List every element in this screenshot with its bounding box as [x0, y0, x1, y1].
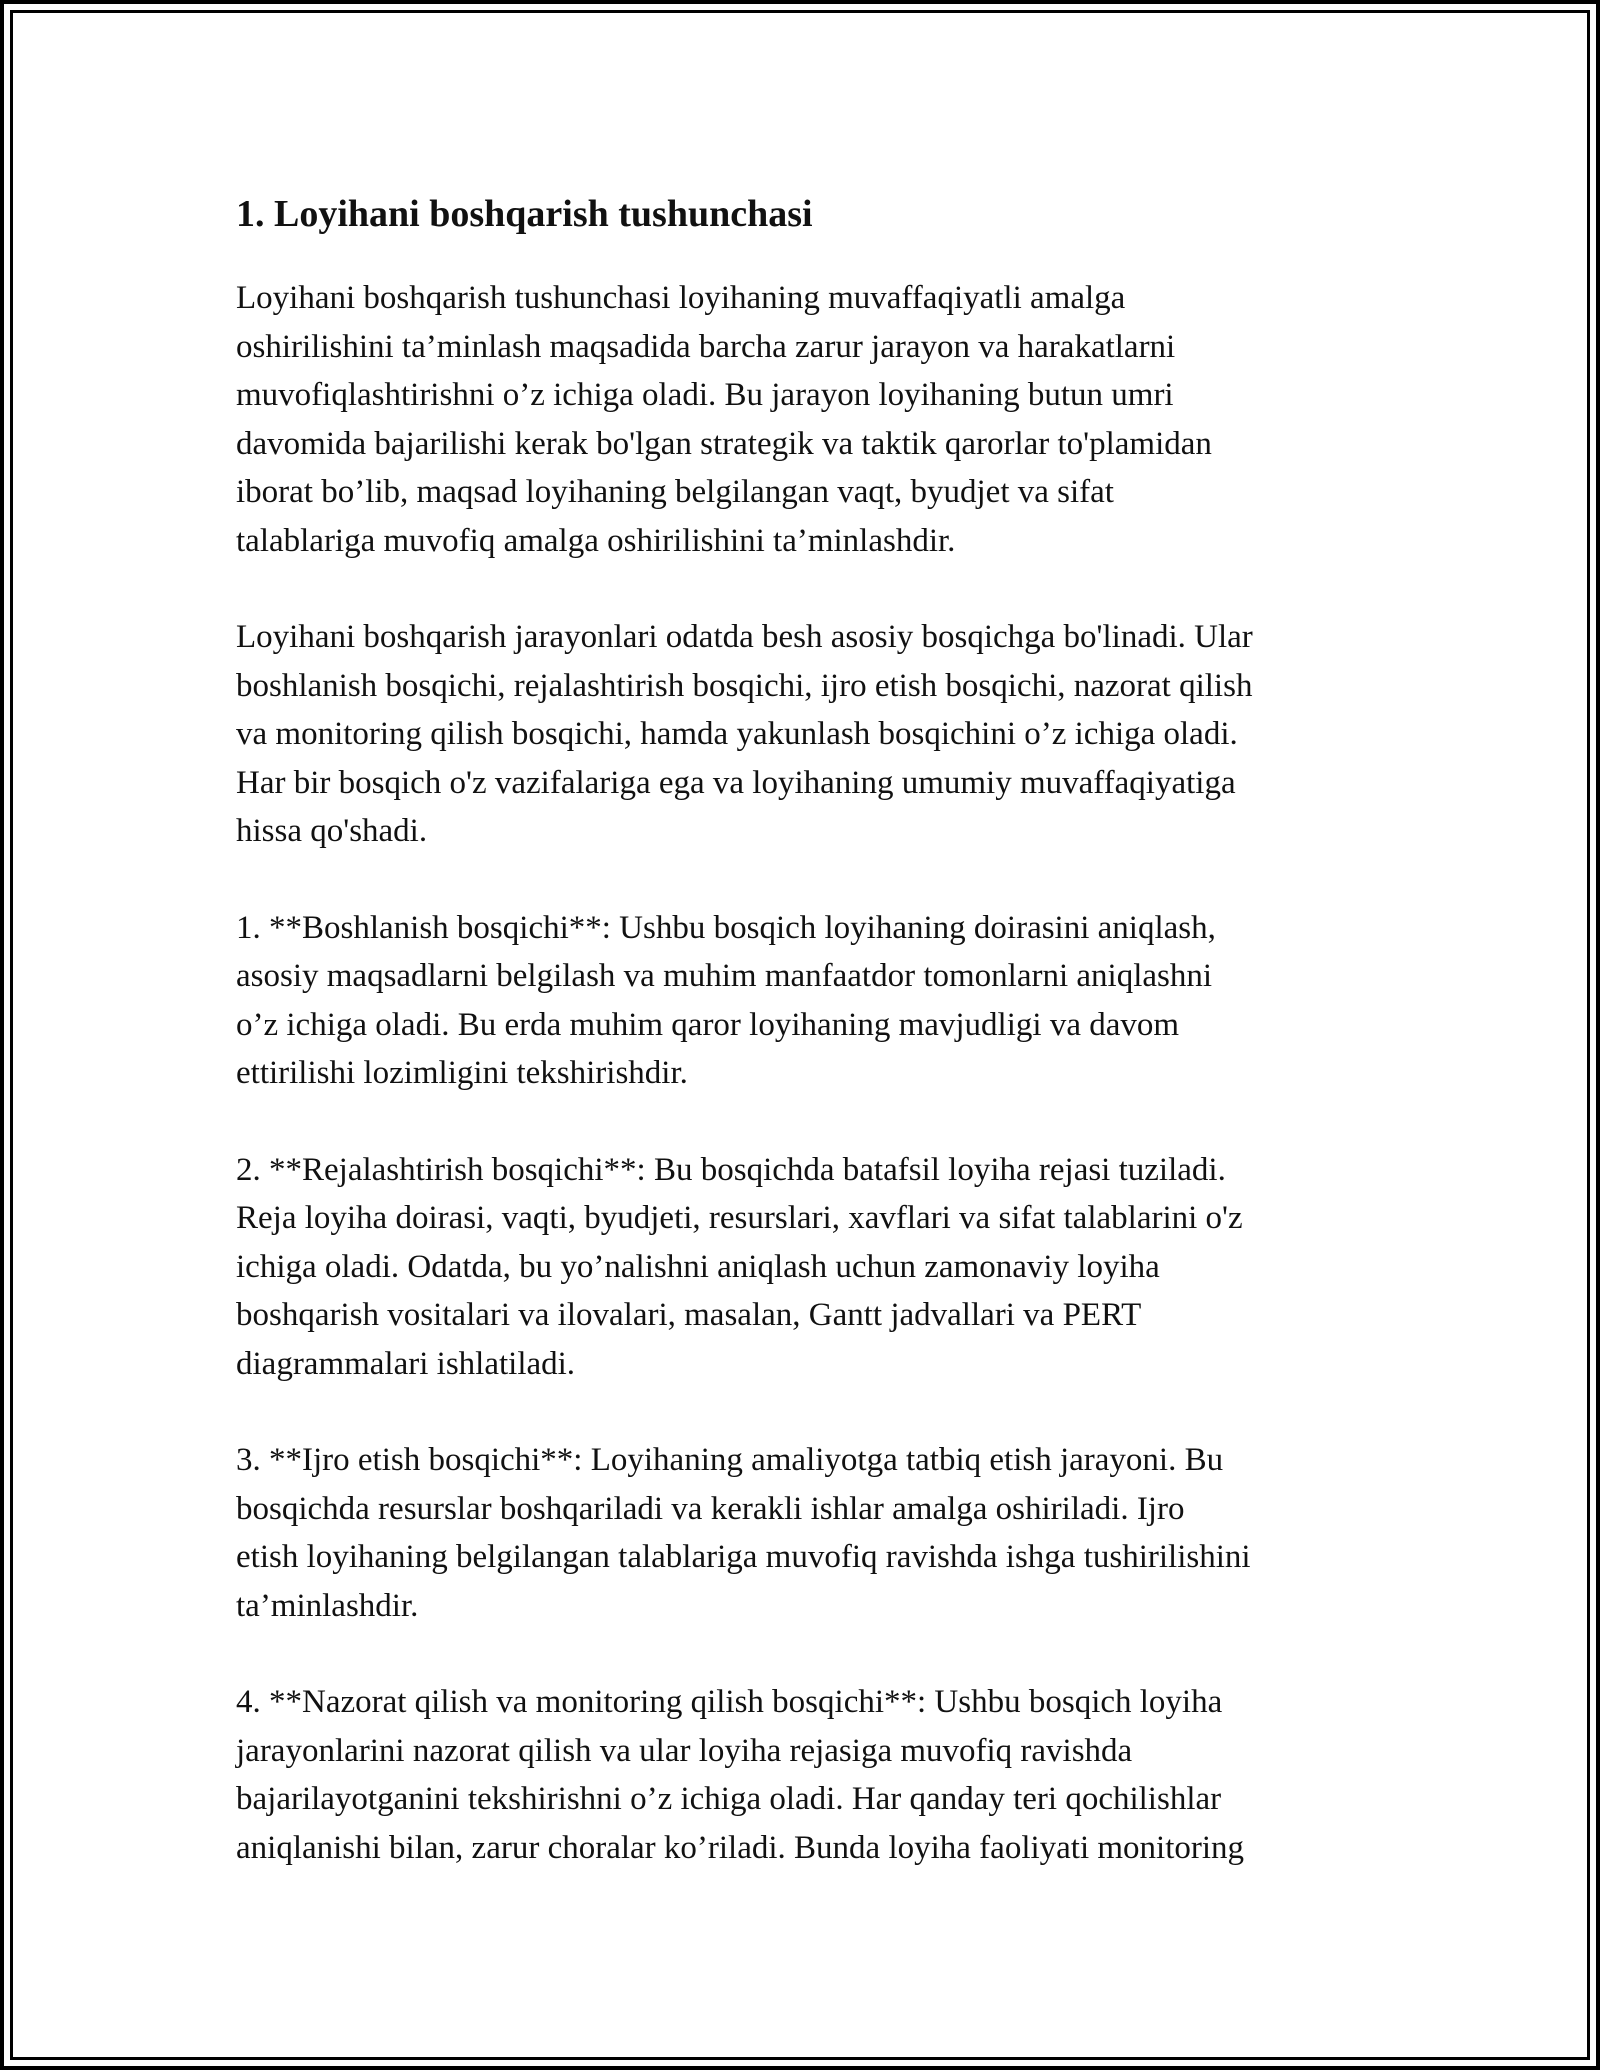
- text-line: boshlanish bosqichi, rejalashtirish bosqichi, ijro etish bosqichi, nazorat qilish: [236, 667, 1253, 704]
- paragraph-stage-planning: [236, 1146, 1386, 1389]
- text-line: iborat bo’lib, maqsad loyihaning belgilangan vaqt, byudjet va sifat: [236, 474, 1114, 510]
- text-line: aniqlanishi bilan, zarur choralar ko’riladi. Bunda loyiha faoliyati monitoring: [236, 1829, 1245, 1866]
- text-line: jarayonlarini nazorat qilish va ular loyiha rejasiga muvofiq ravishda: [236, 1732, 1133, 1769]
- text-line: boshqarish vositalari va ilovalari, masalan, Gantt jadvallari va PERT: [236, 1297, 1142, 1333]
- text-line: bosqichda resurslar boshqariladi va kerakli ishlar amalga oshiriladi. Ijro: [236, 1490, 1185, 1527]
- text-line: oshirilishini ta’minlash maqsadida barcha zarur jarayon va harakatlarni: [236, 328, 1176, 365]
- text-line: muvofiqlashtirishni o’z ichiga oladi. Bu jarayon loyihaning butun umri: [236, 377, 1174, 413]
- paragraph-stage-initiation: [236, 904, 1386, 1098]
- text-line: va monitoring qilish bosqichi, hamda yakunlash bosqichini o’z ichiga oladi.: [236, 716, 1238, 752]
- text-line: 4. **Nazorat qilish va monitoring qilish bosqichi**: Ushbu bosqich loyiha: [236, 1684, 1223, 1720]
- paragraph-intro: [236, 274, 1386, 565]
- document-body: [236, 188, 1386, 1920]
- text-line: Reja loyiha doirasi, vaqti, byudjeti, resurslari, xavflari va sifat talablarini o'z: [236, 1200, 1243, 1236]
- paragraph-stage-monitoring: [236, 1678, 1386, 1872]
- text-line: ta’minlashdir.: [236, 1587, 419, 1624]
- text-line: talablariga muvofiq amalga oshirilishini ta’minlashdir.: [236, 522, 956, 559]
- text-line: ichiga oladi. Odatda, bu yo’nalishni aniqlash uchun zamonaviy loyiha: [236, 1248, 1160, 1285]
- paragraph-stages-overview: [236, 613, 1386, 856]
- text-line: hissa qo'shadi.: [236, 813, 428, 849]
- text-line: Loyihani boshqarish tushunchasi loyihaning muvaffaqiyatli amalga: [236, 280, 1126, 316]
- text-line: Loyihani boshqarish jarayonlari odatda besh asosiy bosqichga bo'linadi. Ular: [236, 619, 1253, 655]
- text-line: davomida bajarilishi kerak bo'lgan strategik va taktik qarorlar to'plamidan: [236, 425, 1212, 462]
- text-line: bajarilayotganini tekshirishni o’z ichiga oladi. Har qanday teri qochilishlar: [236, 1781, 1222, 1817]
- text-line: diagrammalari ishlatiladi.: [236, 1345, 576, 1382]
- text-line: ettirilishi lozimligini tekshirishdir.: [236, 1055, 688, 1091]
- text-line: 2. **Rejalashtirish bosqichi**: Bu bosqichda batafsil loyiha rejasi tuziladi.: [236, 1151, 1226, 1188]
- text-line: etish loyihaning belgilangan talablariga muvofiq ravishda ishga tushirilishini: [236, 1539, 1251, 1575]
- text-line: 1. **Boshlanish bosqichi**: Ushbu bosqich loyihaning doirasini aniqlash,: [236, 909, 1216, 946]
- text-line: o’z ichiga oladi. Bu erda muhim qaror loyihaning mavjudligi va davom: [236, 1006, 1180, 1043]
- text-line: Har bir bosqich o'z vazifalariga ega va loyihaning umumiy muvaffaqiyatiga: [236, 764, 1236, 801]
- text-line: 3. **Ijro etish bosqichi**: Loyihaning amaliyotga tatbiq etish jarayoni. Bu: [236, 1442, 1224, 1478]
- paragraph-stage-execution: [236, 1436, 1386, 1630]
- section-heading: 1. Loyihani boshqarish tushunchasi: [236, 193, 813, 235]
- text-line: asosiy maqsadlarni belgilash va muhim manfaatdor tomonlarni aniqlashni: [236, 958, 1213, 994]
